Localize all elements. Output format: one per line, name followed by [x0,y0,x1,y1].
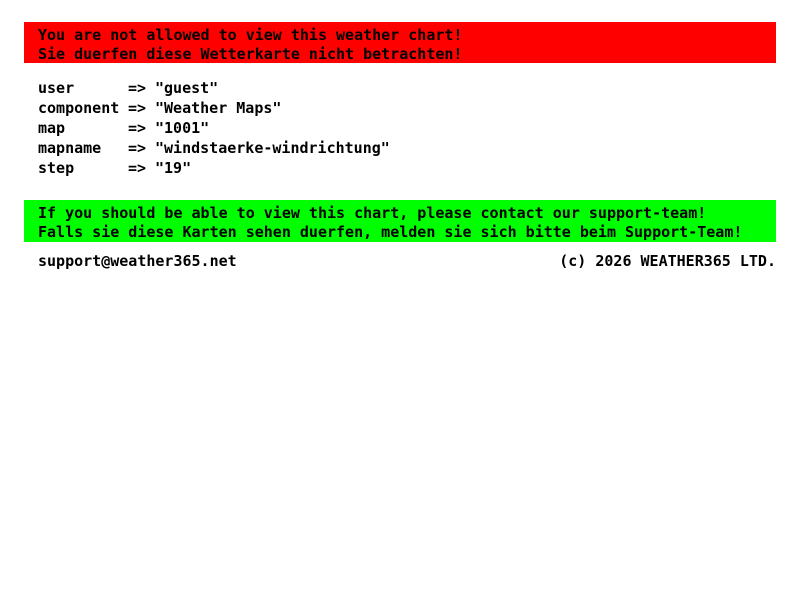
detail-value: "1001" [155,119,210,137]
detail-key: map [38,119,66,137]
error-banner-line-de: Sie duerfen diese Wetterkarte nicht betrachten! [38,45,463,63]
detail-value: "guest" [155,79,219,97]
detail-value: "19" [155,159,192,177]
error-banner [24,22,776,63]
detail-key: step [38,159,75,177]
detail-arrow: => [128,139,147,157]
error-banner-line-en: You are not allowed to view this weather chart! [38,26,463,44]
detail-key: user [38,79,75,97]
detail-value: "windstaerke-windrichtung" [155,139,390,157]
detail-row-component [38,98,390,118]
support-banner-line-de: Falls sie diese Karten sehen duerfen, melden sie sich bitte beim Support-Team! [38,223,743,241]
support-banner [24,200,776,242]
detail-value: "Weather Maps" [155,99,282,117]
detail-arrow: => [128,79,147,97]
detail-row-user [38,78,390,98]
support-banner-line-en: If you should be able to view this chart, please contact our support-team! [38,204,707,222]
detail-row-map [38,118,390,138]
detail-row-step [38,158,390,178]
copyright-text: (c) 2026 WEATHER365 LTD. [559,252,776,270]
detail-row-mapname [38,138,390,158]
support-email: support@weather365.net [38,252,237,270]
detail-arrow: => [128,159,147,177]
detail-arrow: => [128,119,147,137]
detail-key: component [38,99,120,117]
request-details [38,78,390,178]
detail-arrow: => [128,99,147,117]
detail-key: mapname [38,139,102,157]
